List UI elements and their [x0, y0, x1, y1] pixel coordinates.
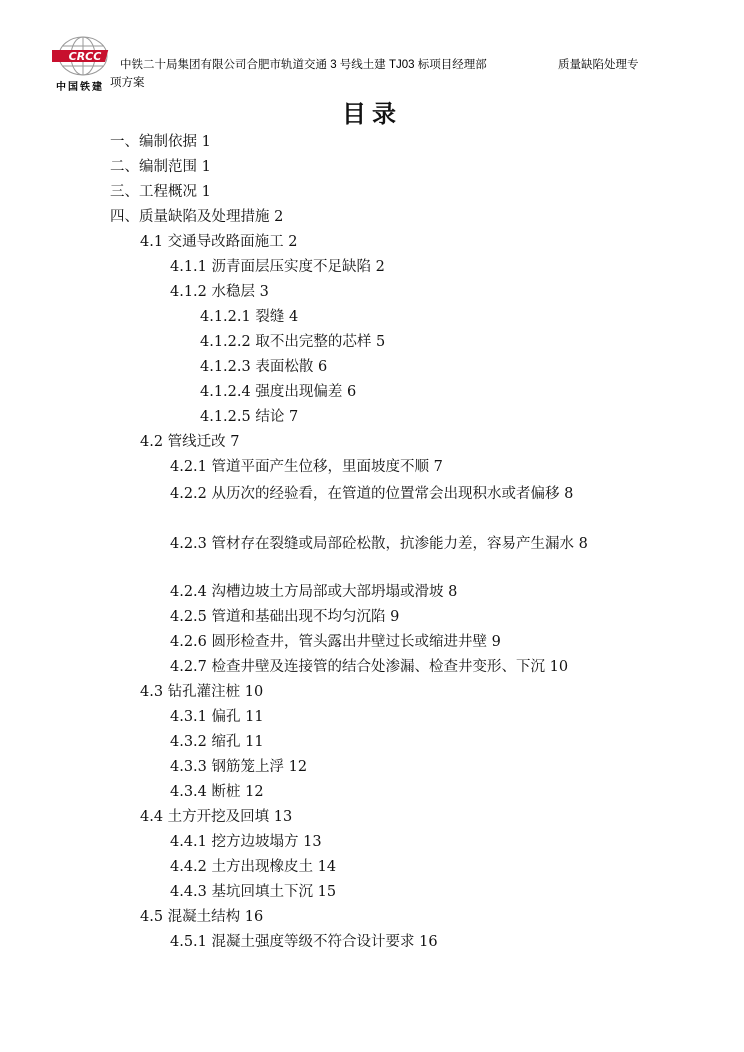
toc-entry[interactable]: 4.1 交通导改路面施工 2: [140, 234, 298, 250]
toc-entry[interactable]: 4.2.1 管道平面产生位移，里面坡度不顺 7: [170, 459, 443, 475]
toc-entry[interactable]: 4.2.6 圆形检查井，管头露出井壁过长或缩进井壁 9: [170, 634, 501, 650]
page-header: [48, 36, 698, 96]
toc-entry[interactable]: 二、编制范围 1: [110, 159, 211, 175]
toc-entry[interactable]: 4.3.1 偏孔 11: [170, 709, 264, 725]
toc-entry[interactable]: 4.1.2.5 结论 7: [200, 409, 299, 425]
header-doc-type: 质量缺陷处理专: [558, 59, 639, 71]
toc-entry[interactable]: 三、工程概况 1: [110, 184, 211, 200]
toc-entry[interactable]: 四、质量缺陷及处理措施 2: [110, 209, 284, 225]
toc-entry[interactable]: 4.1.2.4 强度出现偏差 6: [200, 384, 357, 400]
toc-entry[interactable]: 4.4.2 土方出现橡皮土 14: [170, 859, 337, 875]
toc-entry[interactable]: 4.2.4 沟槽边坡土方局部或大部坍塌或滑坡 8: [170, 584, 458, 600]
header-organization: 中铁二十局集团有限公司合肥市轨道交通 3 号线土建 TJ03 标项目经理部: [120, 59, 487, 71]
toc-entry[interactable]: 4.5.1 混凝土强度等级不符合设计要求 16: [170, 934, 438, 950]
page-title: 目录: [342, 100, 402, 128]
toc-entry[interactable]: 4.4.3 基坑回填土下沉 15: [170, 884, 337, 900]
toc-entry[interactable]: 4.2 管线迁改 7: [140, 434, 240, 450]
toc-entry[interactable]: 4.1.2.2 取不出完整的芯样 5: [200, 334, 386, 350]
toc-entry[interactable]: 4.4.1 挖方边坡塌方 13: [170, 834, 322, 850]
toc-entry[interactable]: 4.2.5 管道和基础出现不均匀沉陷 9: [170, 609, 400, 625]
toc-entry[interactable]: 4.3.4 断桩 12: [170, 784, 264, 800]
toc-entry[interactable]: 4.1.2.1 裂缝 4: [200, 309, 299, 325]
toc-entry[interactable]: 4.3.2 缩孔 11: [170, 734, 264, 750]
header-doc-type-cont: 项方案: [110, 77, 145, 89]
toc-entry[interactable]: 4.1.2.3 表面松散 6: [200, 359, 328, 375]
toc-entry[interactable]: 4.3.3 钢筋笼上浮 12: [170, 759, 308, 775]
toc-entry[interactable]: 4.3 钻孔灌注桩 10: [140, 684, 264, 700]
toc-entry[interactable]: 4.5 混凝土结构 16: [140, 909, 264, 925]
globe-logo-icon: [52, 36, 114, 80]
toc-entry[interactable]: 4.4 土方开挖及回填 13: [140, 809, 293, 825]
logo-caption: 中国铁建: [56, 82, 104, 93]
toc-entry[interactable]: 4.1.2 水稳层 3: [170, 284, 269, 300]
toc-entry[interactable]: 4.2.7 检查井壁及连接管的结合处渗漏、检查井变形、下沉 10: [170, 659, 569, 675]
toc-entry[interactable]: 一、编制依据 1: [110, 134, 211, 150]
toc-entry[interactable]: 4.2.3 管材存在裂缝或局部砼松散，抗渗能力差，容易产生漏水 8: [170, 536, 588, 552]
toc-entry[interactable]: 4.1.1 沥青面层压实度不足缺陷 2: [170, 259, 385, 275]
logo-text: CRCC: [68, 50, 102, 63]
toc-entry[interactable]: 4.2.2 从历次的经验看，在管道的位置常会出现积水或者偏移 8: [170, 486, 574, 502]
crcc-logo: [48, 36, 118, 92]
